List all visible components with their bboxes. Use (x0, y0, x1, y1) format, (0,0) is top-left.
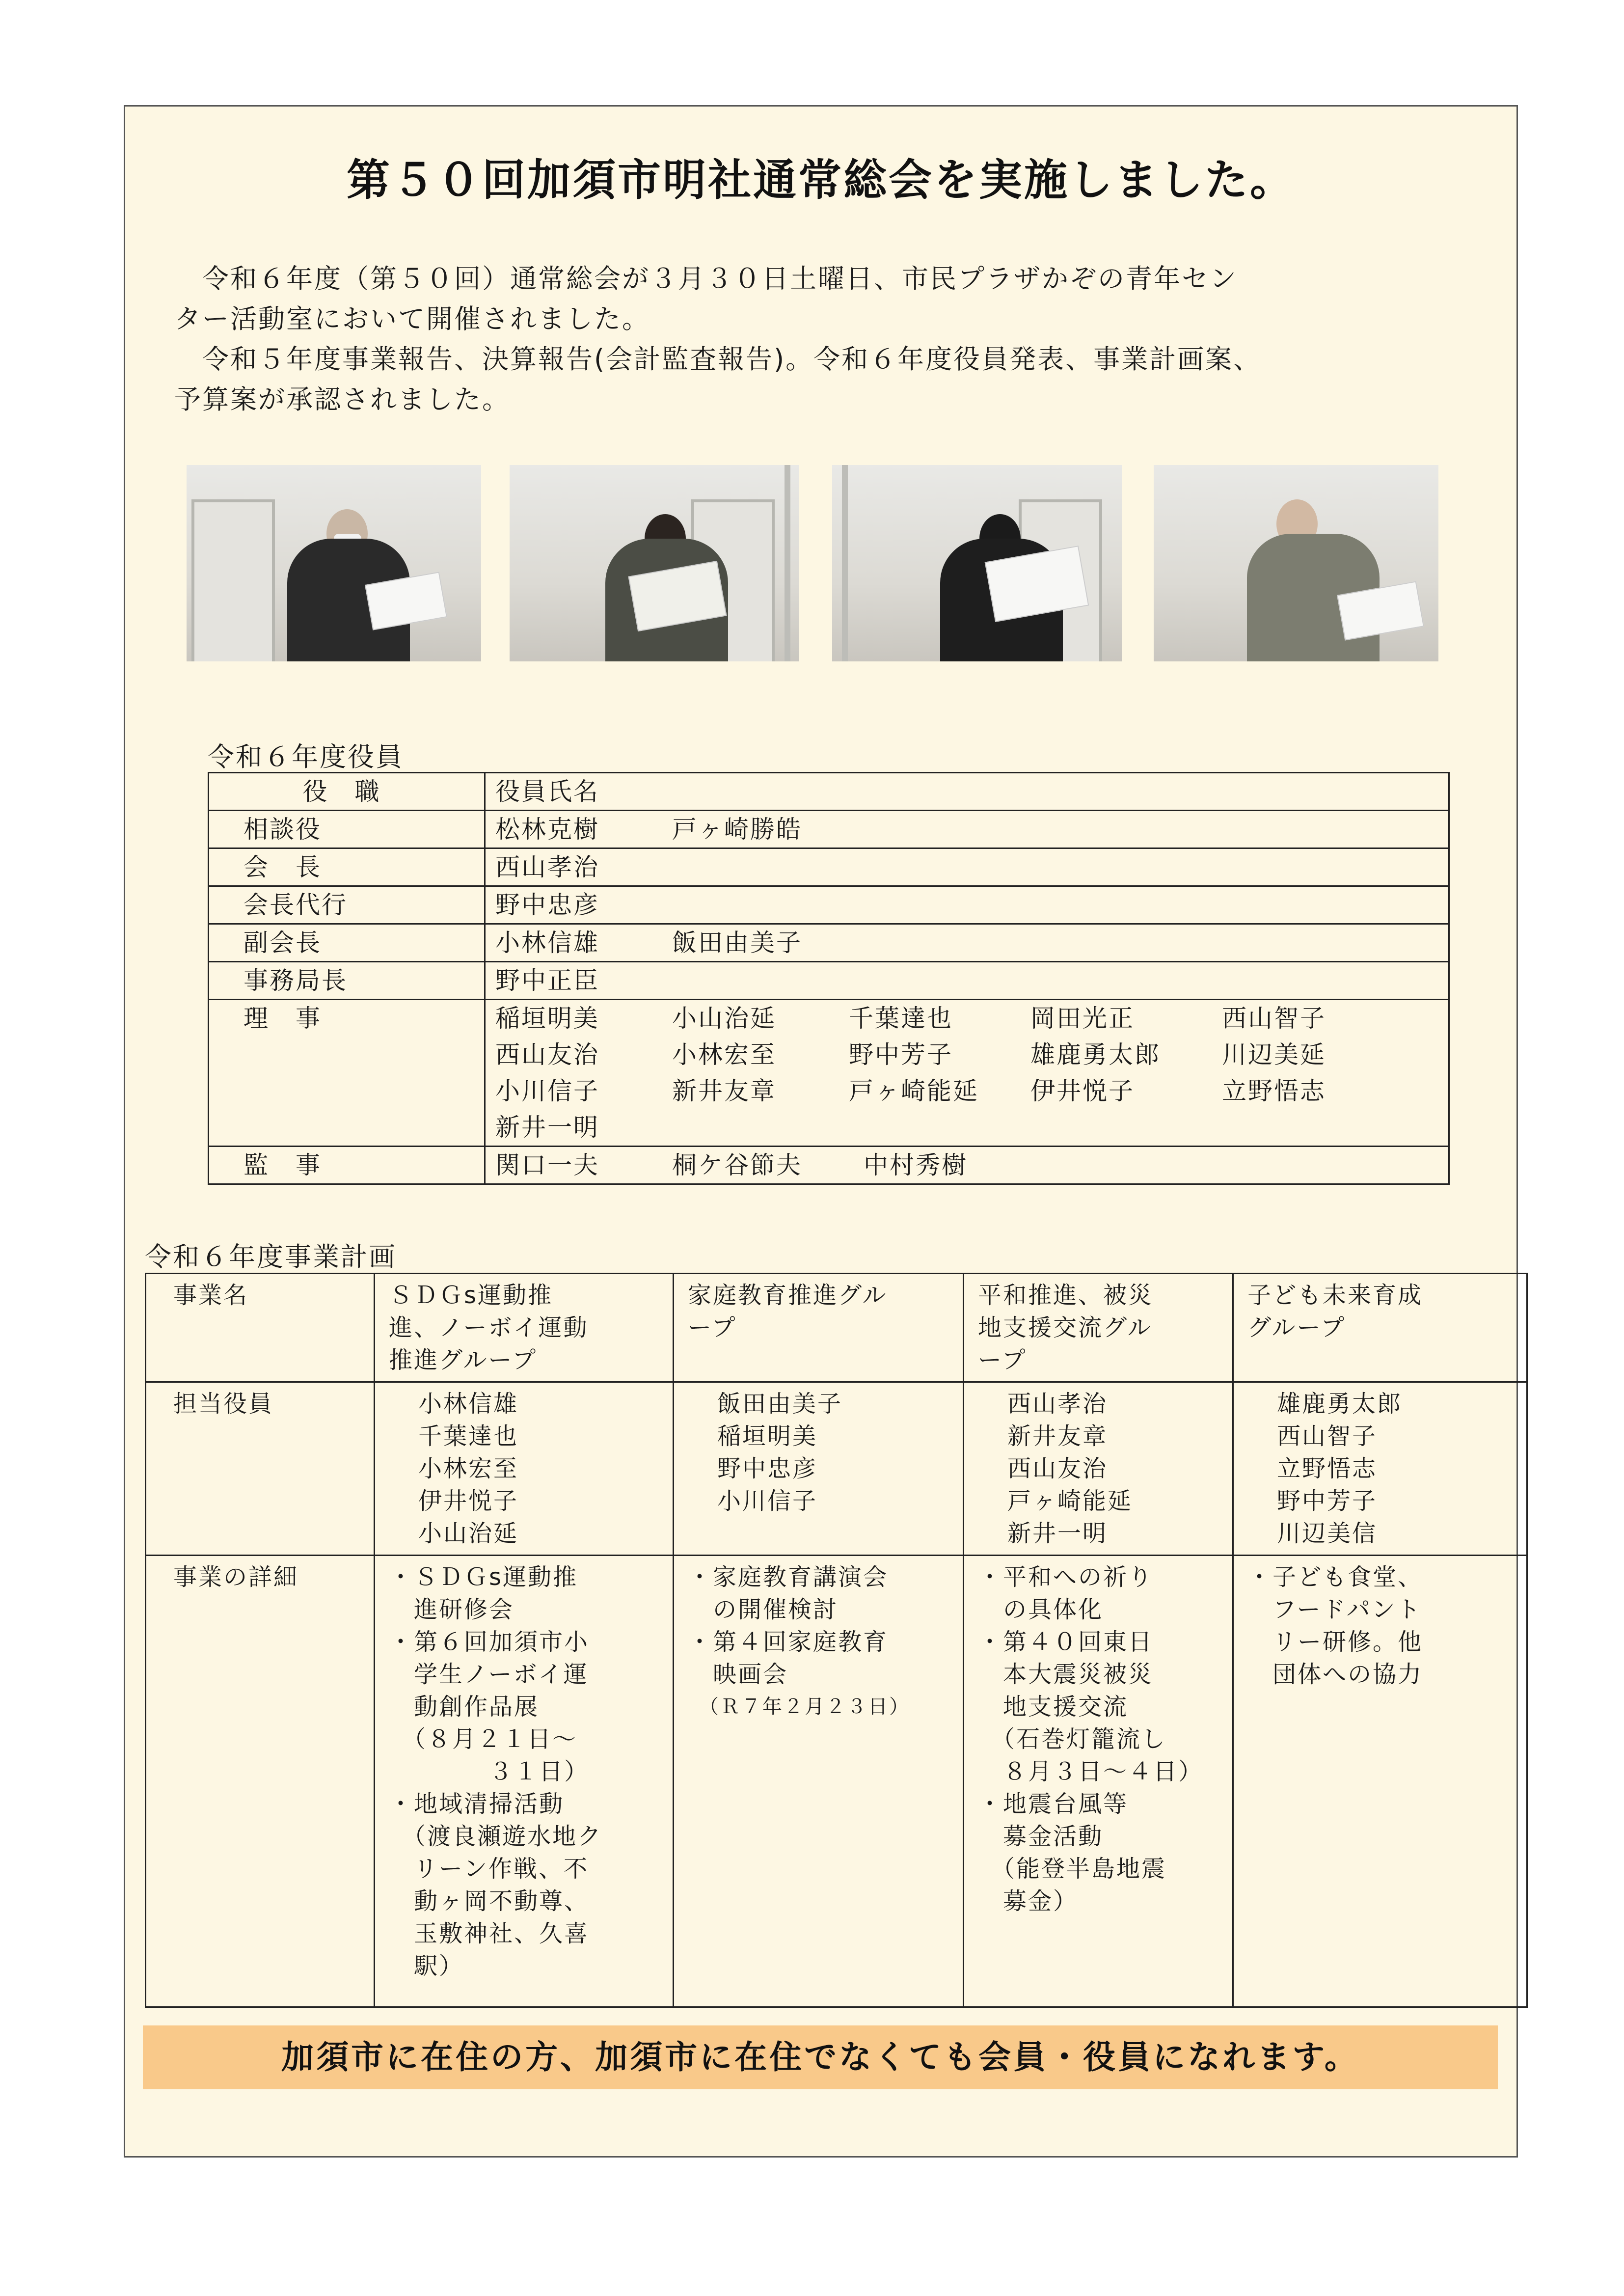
group-name (964, 1274, 1233, 1382)
officer-name: 岡田光正 (1030, 1004, 1135, 1033)
detail-line: （渡良瀬遊水地ク (389, 1823, 603, 1850)
officer-position: 理 事 (209, 1000, 485, 1147)
group-name-text: 平和推進、被災 地支援交流グル ープ (978, 1282, 1154, 1374)
group-name-text: 家庭教育推進グル ープ (688, 1282, 888, 1341)
officer-name: 西山智子 (1222, 1004, 1326, 1033)
detail-line: 本大震災被災 (978, 1661, 1154, 1688)
officer-name: 西山孝治 (495, 853, 599, 881)
detail-line: 駅） (389, 1952, 464, 1980)
officer-names (485, 1147, 1449, 1184)
detail-line: ・子ども食堂、 (1247, 1563, 1423, 1591)
group-members (674, 1382, 964, 1556)
detail-line: （Ｒ７年２月２３日） (688, 1695, 910, 1718)
detail-line: ・ＳＤＧs運動推 (389, 1563, 578, 1591)
membership-banner: 加須市に在住の方、加須市に在住でなくても会員・役員になれます。 (143, 2025, 1498, 2089)
officer-name: 小林宏至 (672, 1040, 776, 1069)
detail-line: リー研修。他 (1247, 1628, 1423, 1656)
intro-line: 予算案が承認されました。 (174, 384, 510, 415)
officer-name: 野中正臣 (495, 966, 599, 995)
detail-line: 募金活動 (978, 1823, 1104, 1850)
detail-line: 動ヶ岡不動尊、 (389, 1887, 590, 1915)
officer-names (485, 924, 1449, 962)
member-name: 西山智子 (1277, 1422, 1378, 1450)
officer-names (485, 962, 1449, 1000)
group-members (964, 1382, 1233, 1556)
newsletter-page (124, 105, 1518, 2158)
group-name (375, 1274, 674, 1382)
officer-name: 稲垣明美 (495, 1004, 599, 1033)
officer-position: 副会長 (209, 924, 485, 962)
member-name: 立野悟志 (1277, 1455, 1378, 1482)
group-details (375, 1556, 674, 2007)
group-name (674, 1274, 964, 1382)
detail-line: リーン作戦、不 (389, 1855, 589, 1883)
member-name: 稲垣明美 (717, 1422, 818, 1450)
detail-line: 玉敷神社、久喜 (389, 1920, 590, 1947)
detail-line: フードパント (1247, 1596, 1422, 1623)
officer-name: 伊井悦子 (1030, 1077, 1135, 1105)
officer-position: 会 長 (209, 848, 485, 886)
officer-name: 川辺美延 (1222, 1040, 1326, 1069)
officer-name: 戸ヶ崎能延 (849, 1077, 979, 1105)
member-name: 野中忠彦 (717, 1455, 818, 1482)
member-name: 新井友章 (1007, 1422, 1108, 1450)
detail-line: の開催検討 (688, 1596, 839, 1623)
table-row (209, 811, 1449, 848)
table-row (146, 1382, 1527, 1556)
table-row (146, 1274, 1527, 1382)
photo-speaker-2 (510, 465, 799, 661)
detail-line: 進研修会 (389, 1596, 514, 1623)
detail-line: 募金） (978, 1887, 1079, 1915)
officer-name: 立野悟志 (1222, 1077, 1326, 1105)
group-name-text: ＳＤＧs運動推 進、ノーボイ運動 推進グループ (389, 1282, 589, 1374)
header-names: 役員氏名 (485, 773, 1449, 811)
group-members (1233, 1382, 1527, 1556)
member-name: 新井一明 (1007, 1520, 1108, 1547)
table-row (209, 924, 1449, 962)
officer-name: 雄鹿勇太郎 (1030, 1040, 1161, 1069)
officer-name: 戸ヶ崎勝皓 (672, 815, 802, 844)
officer-name: 小山治延 (672, 1004, 776, 1033)
row-label-project: 事業名 (146, 1274, 375, 1382)
detail-line: 団体への協力 (1247, 1661, 1423, 1688)
member-name: 小林宏至 (418, 1455, 519, 1482)
detail-line: ・地震台風等 (978, 1790, 1129, 1818)
officer-names (485, 886, 1449, 924)
group-details (1233, 1556, 1527, 2007)
member-name: 野中芳子 (1277, 1487, 1378, 1515)
business-plan-table (145, 1273, 1528, 2008)
table-header-row (209, 773, 1449, 811)
row-label-details: 事業の詳細 (146, 1556, 375, 2007)
member-name: 戸ヶ崎能延 (1007, 1487, 1133, 1515)
meeting-photos (125, 465, 1516, 661)
intro-line: 令和６年度（第５０回）通常総会が３月３０日土曜日、市民プラザかぞの青年セン (174, 263, 1238, 294)
officer-name: 中村秀樹 (864, 1151, 968, 1179)
group-details (964, 1556, 1233, 2007)
officer-names (485, 1000, 1449, 1147)
table-row (209, 886, 1449, 924)
officer-position: 会長代行 (209, 886, 485, 924)
officer-name: 千葉達也 (849, 1004, 953, 1033)
detail-line: （８月２１日～ (389, 1725, 578, 1753)
detail-line: ・平和への祈り (978, 1563, 1154, 1591)
officer-name: 野中芳子 (849, 1040, 953, 1069)
detail-line: （石巻灯籠流し (978, 1725, 1167, 1753)
officer-name: 松林克樹 (495, 815, 599, 844)
officer-position: 事務局長 (209, 962, 485, 1000)
member-name: 雄鹿勇太郎 (1277, 1390, 1403, 1418)
table-row (146, 1556, 1527, 2007)
member-name: 西山友治 (1007, 1455, 1108, 1482)
group-details (674, 1556, 964, 2007)
member-name: 西山孝治 (1007, 1390, 1108, 1418)
detail-line: ・家庭教育講演会 (688, 1563, 889, 1591)
photo-speaker-1 (187, 465, 481, 661)
officer-position: 相談役 (209, 811, 485, 848)
plan-label: 令和６年度事業計画 (145, 1241, 397, 1272)
officer-name: 新井一明 (495, 1113, 599, 1142)
group-members (375, 1382, 674, 1556)
member-name: 小川信子 (717, 1487, 818, 1515)
table-row (209, 962, 1449, 1000)
detail-line: 動創作品展 (389, 1693, 540, 1721)
officer-name: 野中忠彦 (495, 891, 599, 919)
member-name: 小山治延 (418, 1520, 519, 1547)
member-name: 伊井悦子 (418, 1487, 519, 1515)
detail-line: ・第４回家庭教育 (688, 1628, 889, 1656)
detail-line: ３１日） (389, 1758, 590, 1785)
intro-paragraph (174, 259, 1461, 420)
detail-line: 地支援交流 (978, 1693, 1129, 1721)
officer-name: 小川信子 (495, 1077, 599, 1105)
officer-names (485, 811, 1449, 848)
officer-name: 桐ケ谷節夫 (672, 1151, 802, 1179)
detail-line: 学生ノーボイ運 (389, 1661, 589, 1688)
member-name: 川辺美信 (1277, 1520, 1378, 1547)
intro-line: ター活動室において開催されました。 (174, 303, 650, 334)
page-title: 第５０回加須市明社通常総会を実施しました。 (346, 155, 1295, 205)
member-name: 小林信雄 (418, 1390, 519, 1418)
detail-line: 映画会 (688, 1661, 788, 1688)
detail-line: ・第６回加須市小 (389, 1628, 590, 1656)
detail-line: ・地域清掃活動 (389, 1790, 565, 1818)
officer-name: 新井友章 (672, 1077, 776, 1105)
officer-name: 関口一夫 (495, 1151, 599, 1179)
detail-line: （能登半島地震 (978, 1855, 1167, 1883)
group-name-text: 子ども未来育成 グループ (1247, 1282, 1423, 1341)
member-name: 飯田由美子 (717, 1390, 843, 1418)
table-row (209, 1000, 1449, 1147)
officers-label: 令和６年度役員 (208, 741, 404, 772)
header-position: 役 職 (209, 773, 485, 811)
detail-line: の具体化 (978, 1596, 1104, 1623)
table-row (209, 1147, 1449, 1184)
officer-position: 監 事 (209, 1147, 485, 1184)
table-row (209, 848, 1449, 886)
row-label-members: 担当役員 (146, 1382, 375, 1556)
group-name (1233, 1274, 1527, 1382)
officer-name: 飯田由美子 (672, 929, 802, 957)
detail-line: ８月３日～４日） (978, 1758, 1204, 1785)
photo-speaker-4 (1154, 465, 1438, 661)
photo-speaker-3 (832, 465, 1122, 661)
officer-names (485, 848, 1449, 886)
member-name: 千葉達也 (418, 1422, 519, 1450)
officers-table (208, 772, 1450, 1185)
intro-line: 令和５年度事業報告、決算報告(会計監査報告)。令和６年度役員発表、事業計画案、 (174, 344, 1262, 375)
officer-name: 西山友治 (495, 1040, 599, 1069)
detail-line: ・第４０回東日 (978, 1628, 1154, 1656)
officer-name: 小林信雄 (495, 929, 599, 957)
